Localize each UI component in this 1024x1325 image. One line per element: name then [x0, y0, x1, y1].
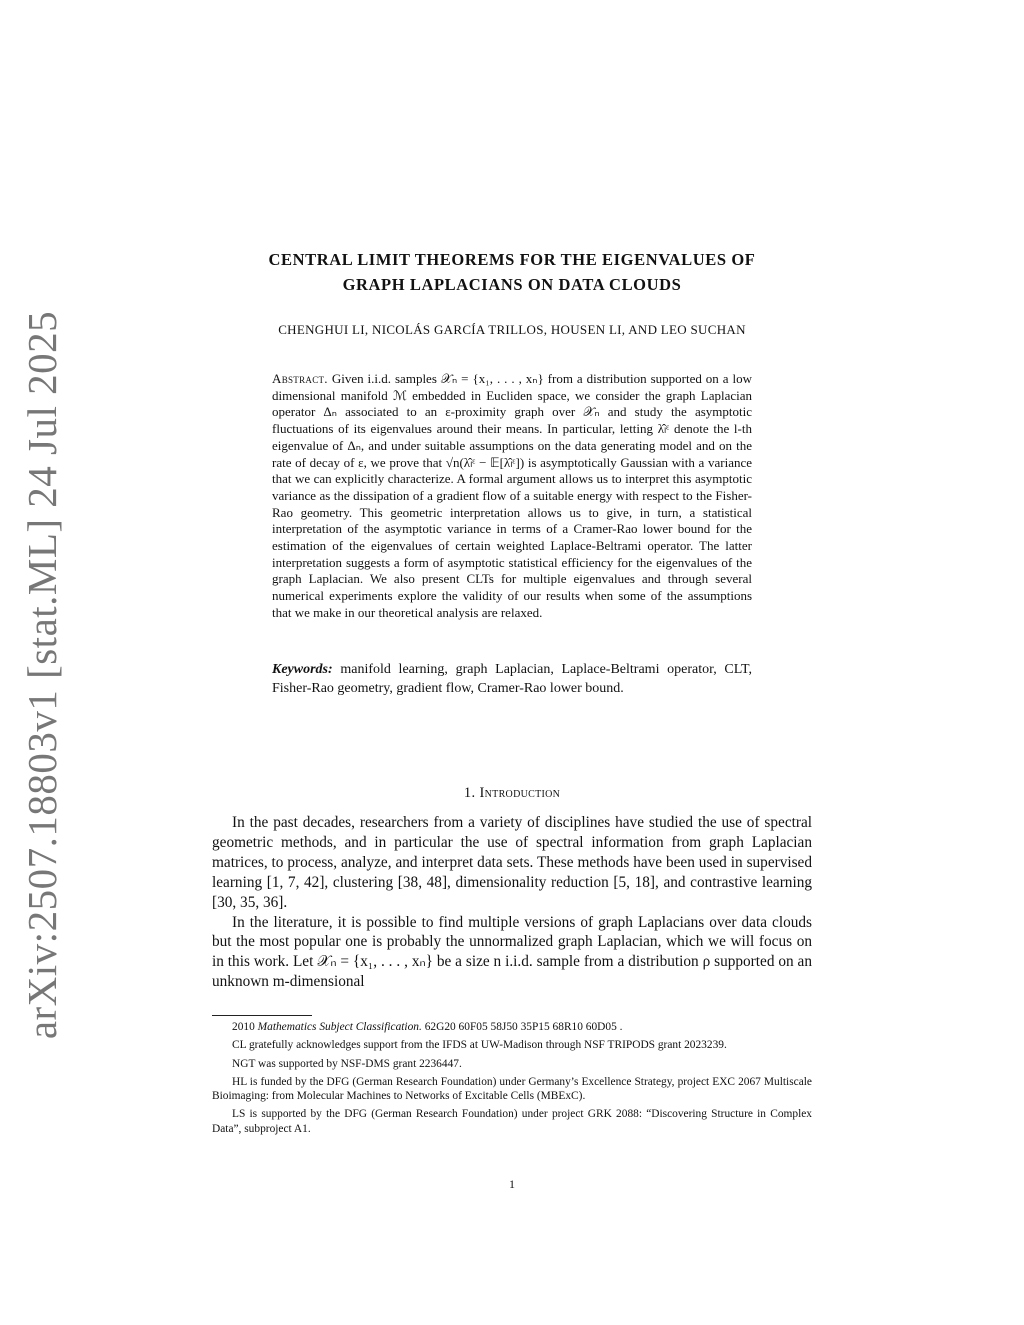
footnote-ls: LS is supported by the DFG (German Research Foundation) under project GRK 2088: “Discovering Structure in Complex Data”, subproject A1. [212, 1108, 812, 1135]
abstract [272, 371, 752, 622]
section-title: Introduction [479, 785, 561, 801]
arxiv-identifier: arXiv:2507.18803v1 [stat.ML] 24 Jul 2025 [19, 310, 65, 1040]
footnote-hl: HL is funded by the DFG (German Research Foundation) under Germany’s Excellence Strategy, project EXC 2067 Multiscale Bioimaging: from Molecular Machines to Networks of Excitable Cells (MBExC). [212, 1075, 812, 1103]
title-line-2: GRAPH LAPLACIANS ON DATA CLOUDS [342, 275, 682, 294]
introduction-body [212, 813, 812, 992]
footnotes [212, 1020, 812, 1140]
body-paragraph: In the literature, it is possible to find multiple versions of graph Laplacians over data clouds but the most popular one is probably the unnormalized graph Laplacian, which we will focus on in this work. Let 𝒳ₙ = {x₁, . . . , xₙ} be a size n i.i.d. sample from a distribution ρ supported on an unknown m-dimensional [212, 913, 812, 991]
msc-label: Mathematics Subject Classification. [257, 1021, 422, 1033]
abstract-text: Given i.i.d. samples 𝒳ₙ = {x₁, . . . , xₙ} from a distribution supported on a low dimensional manifold ℳ embedded in Eucliden space, we consider the graph Laplacian operator Δₙ associated to an ε-proximity graph over 𝒳ₙ and study the asymptotic fluctuations of its eigenvalues around their means. In particular, letting λ̂ₗᵋ denote the l-th eigenvalue of Δₙ, and under suitable assumptions on the data generating model and on the rate of decay of ε, we prove that √n(λ̂ₗᵋ − 𝔼[λ̂ₗᵋ]) is asymptotically Gaussian with a variance that we can explicitly characterize. A formal argument allows us to interpret this asymptotic variance as the dissipation of a gradient flow of a suitable energy with respect to the Fisher-Rao geometry. This geometric interpretation allows us to give, in turn, a statistical interpretation of the asymptotic variance in terms of a Cramer-Rao lower bound for the estimation of the eigenvalues of certain weighted Laplace-Beltrami operator. The latter interpretation suggests a form of asymptotic statistical efficiency for the eigenvalues of the graph Laplacian. We also present CLTs for multiple eigenvalues and through several numerical experiments explore the validity of our results when some of the assumptions that we make in our theoretical analysis are relaxed. [272, 371, 752, 620]
arxiv-side-stamp [14, 310, 70, 1040]
author-list: CHENGHUI LI, NICOLÁS GARCÍA TRILLOS, HOUSEN LI, AND LEO SUCHAN [278, 322, 746, 337]
keywords [272, 660, 752, 698]
footnote-cl: CL gratefully acknowledges support from the IFDS at UW-Madison through NSF TRIPODS grant 2023239. [232, 1039, 727, 1052]
abstract-label: Abstract. [272, 371, 328, 386]
body-paragraph: In the past decades, researchers from a variety of disciplines have studied the use of spectral geometric methods, and in particular the use of spectral information from graph Laplacian matrices, to process, analyze, and interpret data sets. These methods have been used in supervised learning [1, 7, 42], clustering [38, 48], dimensionality reduction [5, 18], and contrastive learning [30, 35, 36]. [212, 814, 812, 911]
msc-year: 2010 [232, 1021, 255, 1033]
keywords-label: Keywords: [272, 662, 333, 677]
footnote-ngt: NGT was supported by NSF-DMS grant 2236447. [232, 1057, 462, 1070]
paper-title [150, 247, 874, 297]
section-number: 1. [463, 785, 476, 801]
title-line-1: CENTRAL LIMIT THEOREMS FOR THE EIGENVALUES OF [268, 250, 756, 269]
msc-codes: 62G20 60F05 58J50 35P15 68R10 60D05 . [424, 1021, 623, 1033]
page-number: 1 [509, 1177, 515, 1191]
footnote-msc [212, 1020, 812, 1034]
section-heading [150, 785, 874, 802]
footnote-rule [212, 1015, 312, 1016]
keywords-text: manifold learning, graph Laplacian, Laplace-Beltrami operator, CLT, Fisher-Rao geometry, gradient flow, Cramer-Rao lower bound. [272, 662, 752, 696]
